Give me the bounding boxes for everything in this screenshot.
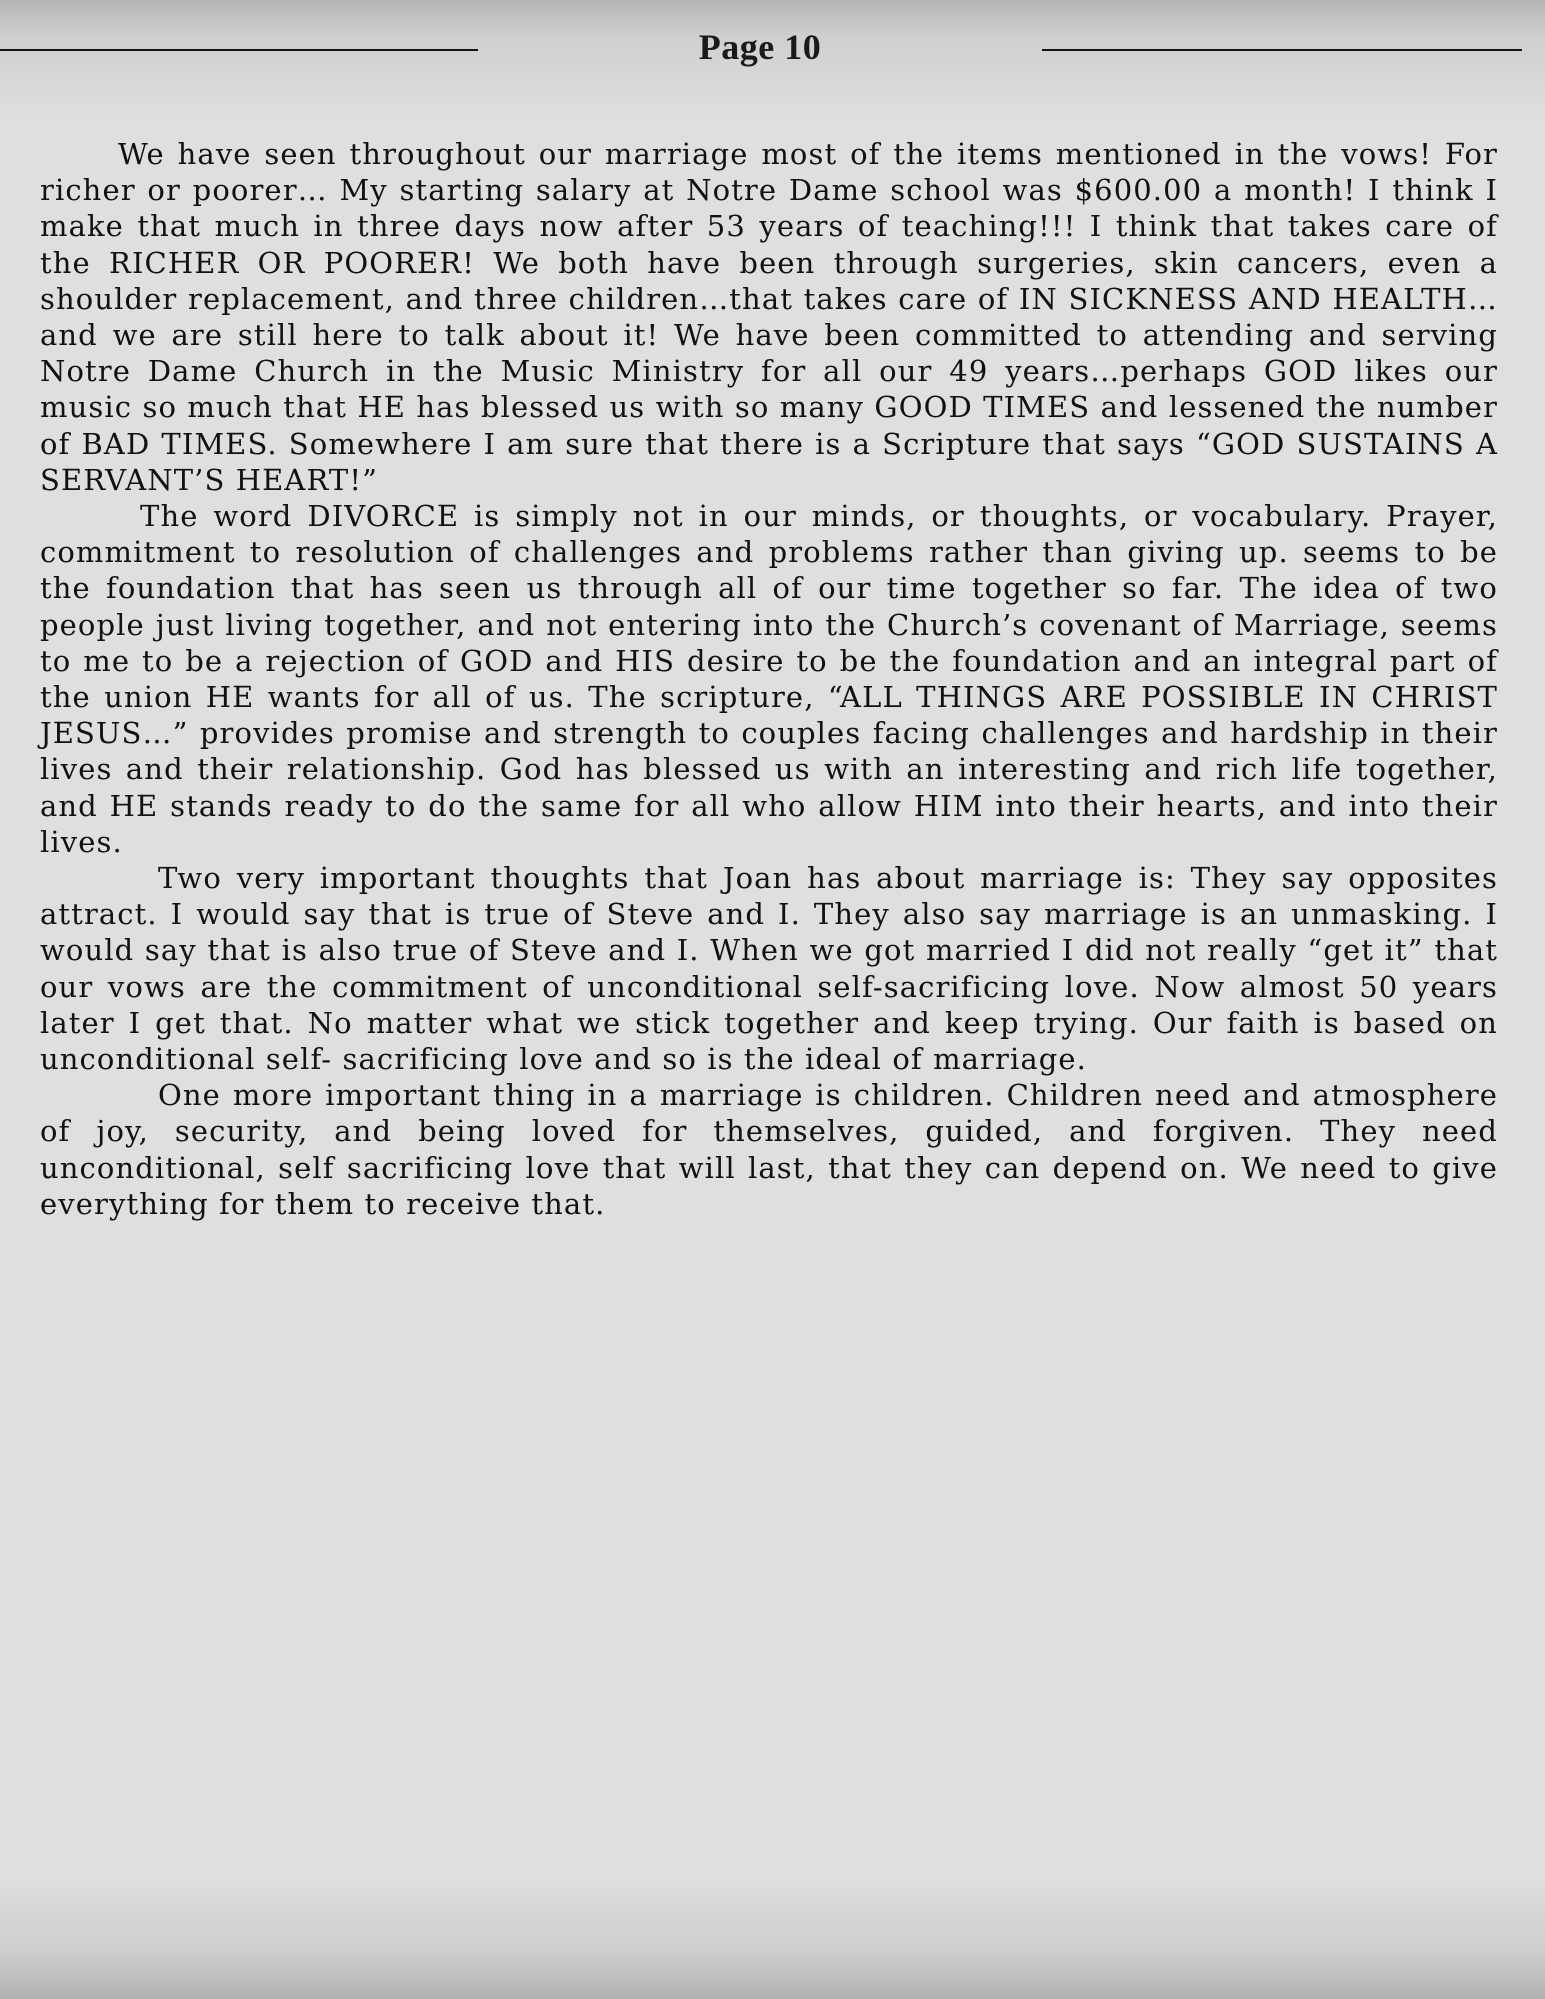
page-header [0, 18, 1545, 82]
header-rule-right [1042, 49, 1522, 51]
page-number-title: Page 10 [698, 27, 822, 67]
paragraph-divorce: The word DIVORCE is simply not in our minds, or thoughts, or vocabulary. Prayer, commitment to resolution of challenges and problems rather than giving up. seems to be the foundation that has seen us through all of our time together so far. The idea of two people just living together, and not entering into the Church’s covenant of Marriage, seems to me to be a rejection of GOD and HIS desire to be the foundation and an integral part of the union HE wants for all of us. The scripture, “ALL THINGS ARE POSSIBLE IN CHRIST JESUS…” provides promise and strength to couples facing challenges and hardship in their lives and their relationship. God has blessed us with an interesting and rich life together, and HE stands ready to do the same for all who allow HIM into their hearts, and into their lives. [40, 499, 1498, 859]
bottom-shading [0, 1880, 1545, 1999]
article-body [40, 136, 1498, 1222]
paragraph-vows: We have seen throughout our marriage most of the items mentioned in the vows! For richer or poorer… My starting salary at Notre Dame school was $600.00 a month! I think I make that much in three days now after 53 years of teaching!!! I think that takes care of the RICHER OR POORER! We both have been through surgeries, skin cancers, even a shoulder replacement, and three children…that takes care of IN SICKNESS AND HEALTH…and we are still here to talk about it! We have been committed to attending and serving Notre Dame Church in the Music Ministry for all our 49 years…perhaps GOD likes our music so much that HE has blessed us with so many GOOD TIMES and lessened the number of BAD TIMES. Somewhere I am sure that there is a Scripture that says “GOD SUSTAINS A SERVANT’S HEART!” [40, 137, 1498, 497]
paragraph-children: One more important thing in a marriage is children. Children need and atmosphere of joy, security, and being loved for themselves, guided, and forgiven. They need unconditional, self sacrificing love that will last, that they can depend on. We need to give everything for them to receive that. [40, 1078, 1498, 1221]
paragraph-joan-thoughts: Two very important thoughts that Joan has about marriage is: They say opposites attract. I would say that is true of Steve and I. They also say marriage is an unmasking. I would say that is also true of Steve and I. When we got married I did not really “get it” that our vows are the commitment of unconditional self-sacrificing love. Now almost 50 years later I get that. No matter what we stick together and keep trying. Our faith is based on unconditional self- sacrificing love and so is the ideal of marriage. [40, 861, 1498, 1077]
header-rule-left [0, 49, 478, 51]
